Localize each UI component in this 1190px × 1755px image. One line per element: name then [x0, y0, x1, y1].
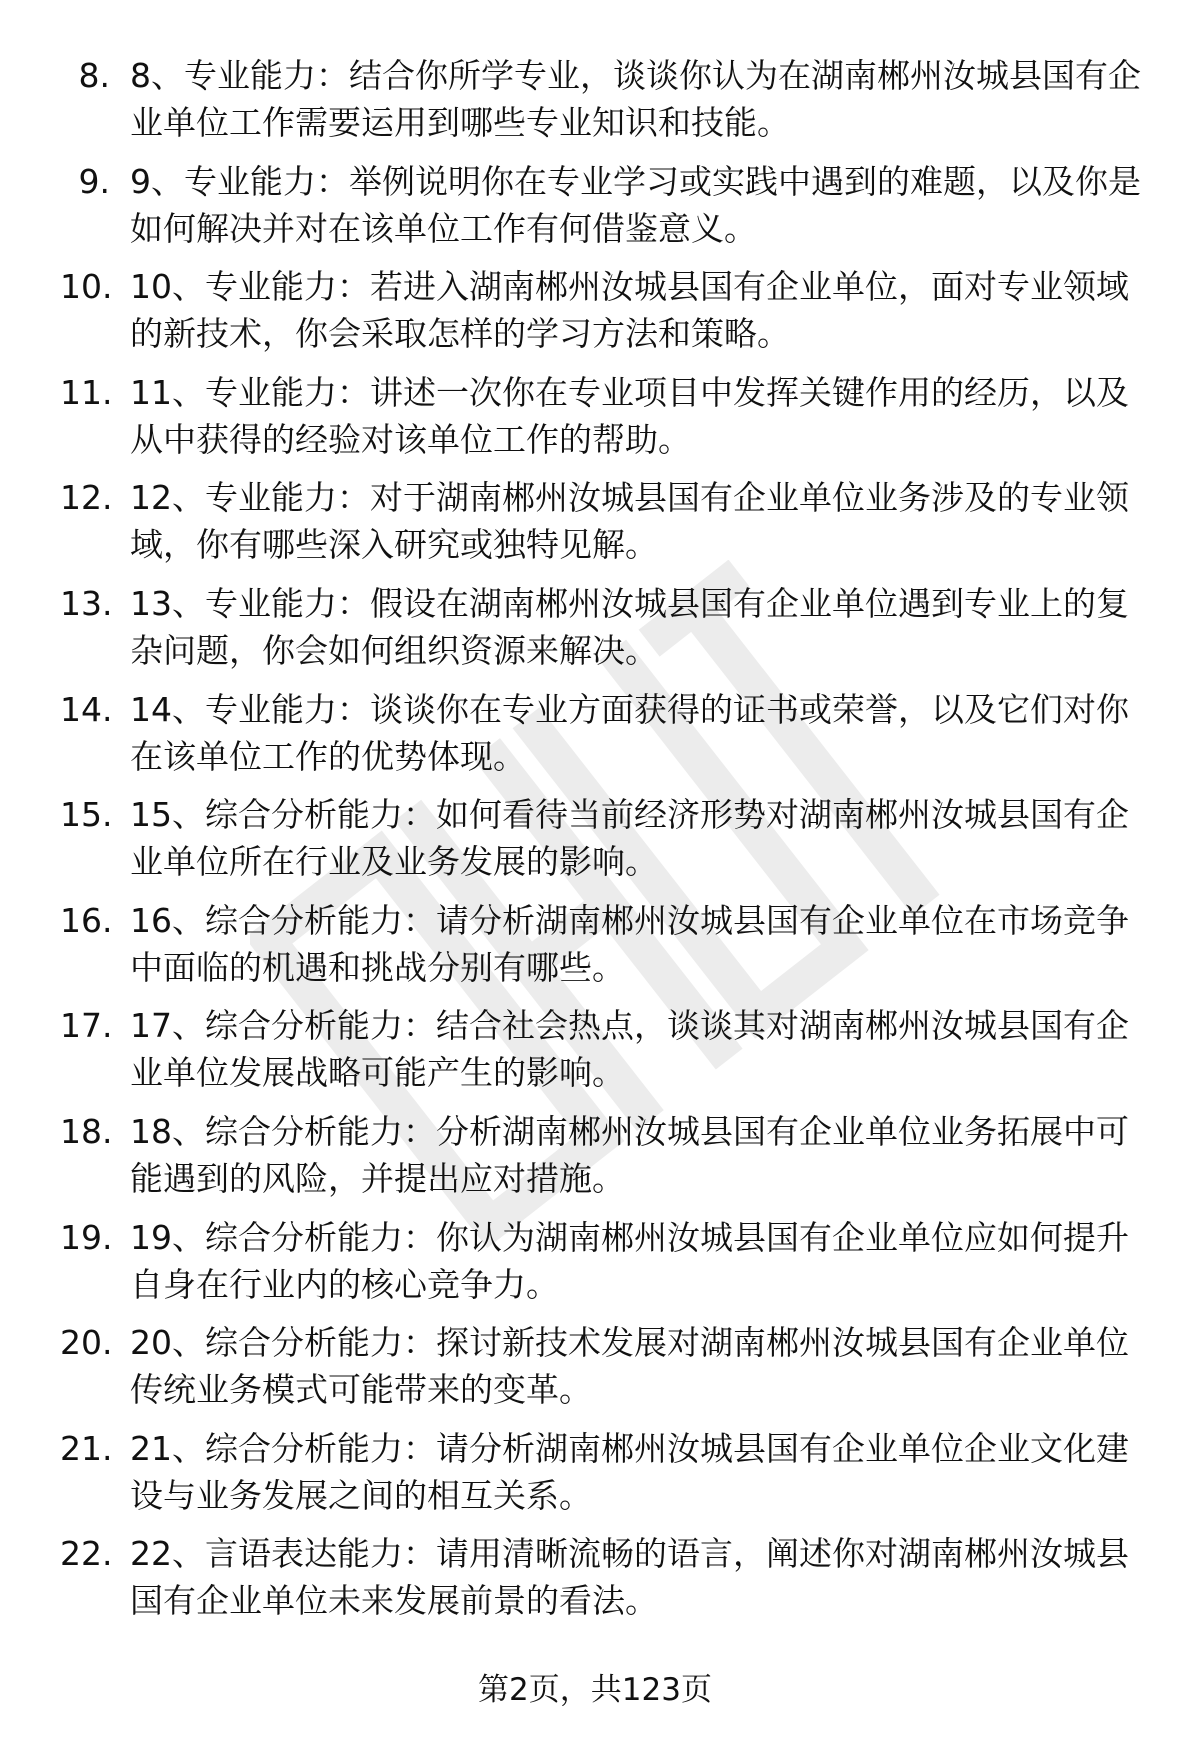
item-number: 21.	[60, 1428, 113, 1468]
item-text: 19、综合分析能力：你认为湖南郴州汝城县国有企业单位应如何提升自身在行业内的核心竞争力。	[130, 1217, 1129, 1304]
item-text: 9、专业能力：举例说明你在专业学习或实践中遇到的难题，以及你是如何解决并对在该单位工作有何借鉴意义。	[130, 161, 1141, 248]
item-number: 12.	[60, 478, 113, 518]
item-text: 18、综合分析能力：分析湖南郴州汝城县国有企业单位业务拓展中可能遇到的风险，并提出应对措施。	[130, 1111, 1129, 1198]
item-text: 14、专业能力：谈谈你在专业方面获得的证书或荣誉，以及它们对你在该单位工作的优势体现。	[130, 689, 1129, 776]
list-item	[60, 158, 1160, 252]
list-item	[60, 474, 1160, 568]
list-item	[60, 52, 1160, 146]
item-text: 22、言语表达能力：请用清晰流畅的语言，阐述你对湖南郴州汝城县国有企业单位未来发展前景的看法。	[130, 1534, 1129, 1621]
list-item	[60, 369, 1160, 463]
item-text: 12、专业能力：对于湖南郴州汝城县国有企业单位业务涉及的专业领域，你有哪些深入研究或独特见解。	[130, 478, 1129, 565]
item-text: 16、综合分析能力：请分析湖南郴州汝城县国有企业单位在市场竞争中面临的机遇和挑战分别有哪些。	[130, 900, 1129, 987]
item-number: 22.	[60, 1534, 113, 1574]
item-number: 18.	[60, 1111, 113, 1151]
item-text: 8、专业能力：结合你所学专业，谈谈你认为在湖南郴州汝城县国有企业单位工作需要运用到哪些专业知识和技能。	[130, 56, 1141, 142]
item-number: 15.	[60, 795, 113, 835]
item-number: 13.	[60, 583, 113, 623]
list-item	[60, 1108, 1160, 1202]
item-number: 8.	[78, 56, 110, 95]
list-item	[60, 1319, 1160, 1413]
list-item	[60, 1530, 1160, 1624]
list-item	[60, 791, 1160, 885]
item-text: 13、专业能力：假设在湖南郴州汝城县国有企业单位遇到专业上的复杂问题，你会如何组织资源来解决。	[130, 583, 1129, 670]
list-item	[60, 686, 1160, 780]
item-text: 17、综合分析能力：结合社会热点，谈谈其对湖南郴州汝城县国有企业单位发展战略可能产生的影响。	[130, 1006, 1129, 1093]
item-number: 10.	[60, 267, 113, 307]
list-item	[60, 1425, 1160, 1519]
page-footer: 第2页，共123页	[478, 1672, 712, 1708]
item-number: 16.	[60, 900, 113, 940]
item-text: 11、专业能力：讲述一次你在专业项目中发挥关键作用的经历，以及从中获得的经验对该单位工作的帮助。	[130, 372, 1129, 459]
question-list	[60, 52, 1160, 1636]
list-item	[60, 1214, 1160, 1308]
item-text: 15、综合分析能力：如何看待当前经济形势对湖南郴州汝城县国有企业单位所在行业及业务发展的影响。	[130, 795, 1129, 882]
list-item	[60, 263, 1160, 357]
item-text: 21、综合分析能力：请分析湖南郴州汝城县国有企业单位企业文化建设与业务发展之间的相互关系。	[130, 1428, 1129, 1515]
item-number: 14.	[60, 689, 113, 729]
item-number: 20.	[60, 1323, 113, 1363]
item-text: 20、综合分析能力：探讨新技术发展对湖南郴州汝城县国有企业单位传统业务模式可能带来的变革。	[130, 1323, 1129, 1410]
item-number: 19.	[60, 1217, 113, 1257]
item-number: 17.	[60, 1006, 113, 1046]
item-text: 10、专业能力：若进入湖南郴州汝城县国有企业单位，面对专业领域的新技术，你会采取怎样的学习方法和策略。	[130, 267, 1129, 354]
list-item	[60, 1002, 1160, 1096]
list-item	[60, 897, 1160, 991]
item-number: 11.	[60, 372, 113, 412]
item-number: 9.	[78, 161, 110, 201]
list-item	[60, 580, 1160, 674]
